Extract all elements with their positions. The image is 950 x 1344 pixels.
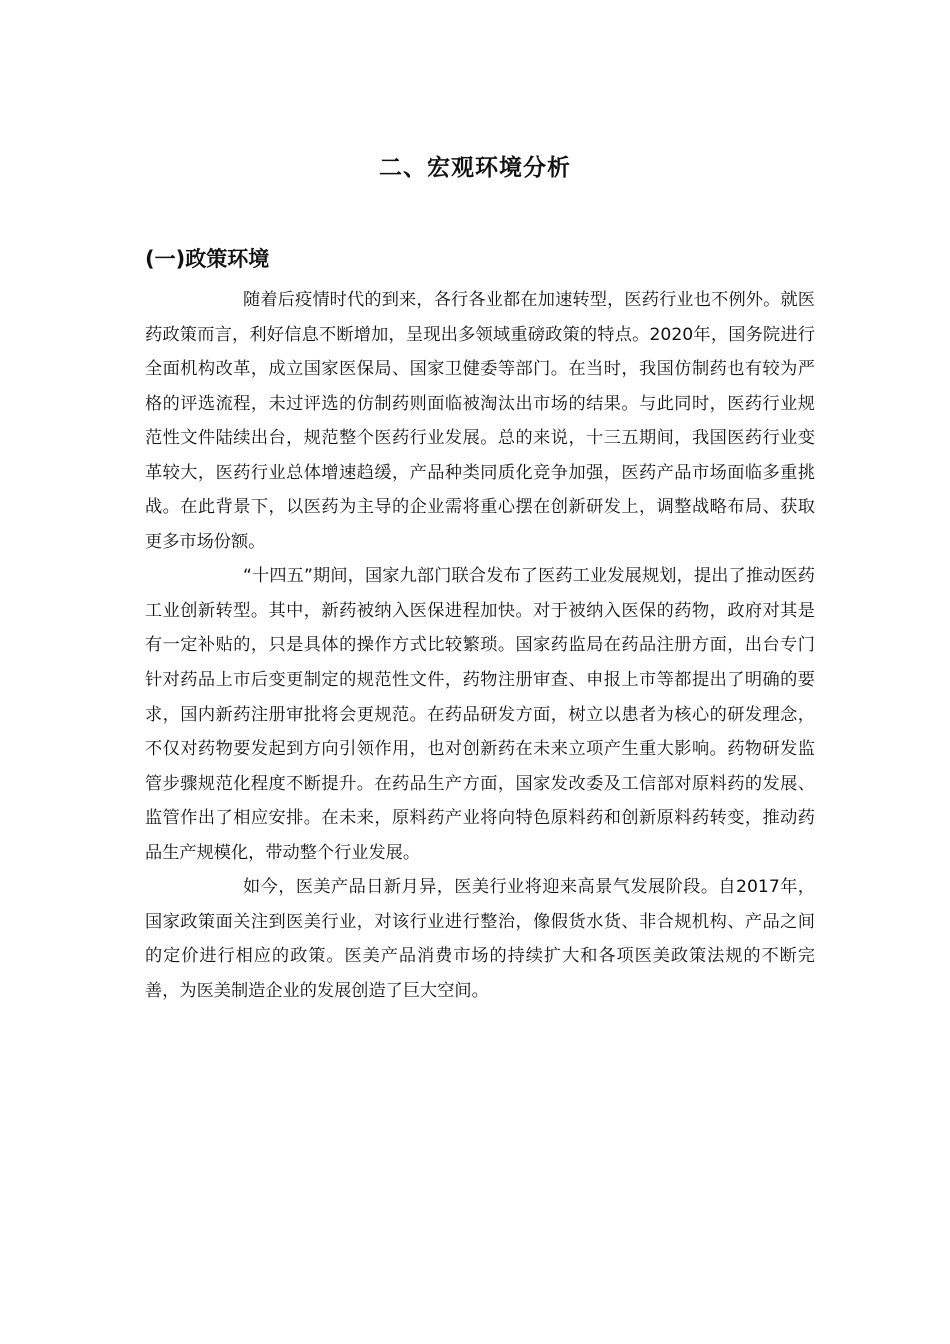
page-title: 二、宏观环境分析 bbox=[379, 155, 571, 182]
paragraph-2: “十四五”期间，国家九部门联合发布了医药工业发展规划，提出了推动医药工业创新转型。其中，新药被纳入医保进程加快。对于被纳入医保的药物，政府对其是有一定补贴的，只是具体的操作方式比较繁琐。国家药监局在药品注册方面，出台专门针对药品上市后变更制定的规范性文件，药物注册审查、申报上市等都提出了明确的要求，国内新药注册审批将会更规范。在药品研发方面，树立以患者为核心的研发理念，不仅对药物要发起到方向引领作用，也对创新药在未来立项产生重大影响。药物研发监管步骤规范化程度不断提升。在药品生产方面，国家发改委及工信部对原料药的发展、监管作出了相应安排。在未来，原料药产业将向特色原料药和创新原料药转变，推动药品生产规模化，带动整个行业发展。 bbox=[145, 566, 815, 863]
body-text bbox=[145, 283, 815, 1008]
section-heading: (一)政策环境 bbox=[145, 247, 270, 272]
paragraph-1: 随着后疫情时代的到来，各行各业都在加速转型，医药行业也不例外。就医药政策而言，利好信息不断增加，呈现出多领域重磅政策的特点。2020年，国务院进行全面机构改革，成立国家医保局、国家卫健委等部门。在当时，我国仿制药也有较为严格的评选流程，未过评选的仿制药则面临被淘汰出市场的结果。与此同时，医药行业规范性文件陆续出台，规范整个医药行业发展。总的来说，十三五期间，我国医药行业变革较大，医药行业总体增速趋缓，产品种类同质化竞争加强，医药产品市场面临多重挑战。在此背景下，以医药为主导的企业需将重心摆在创新研发上，调整战略布局、获取更多市场份额。 bbox=[145, 290, 815, 552]
paragraph-3: 如今，医美产品日新月异，医美行业将迎来高景气发展阶段。自2017年，国家政策面关注到医美行业，对该行业进行整治，像假货水货、非合规机构、产品之间的定价进行相应的政策。医美产品消费市场的持续扩大和各项医美政策法规的不断完善，为医美制造企业的发展创造了巨大空间。 bbox=[145, 877, 815, 1001]
